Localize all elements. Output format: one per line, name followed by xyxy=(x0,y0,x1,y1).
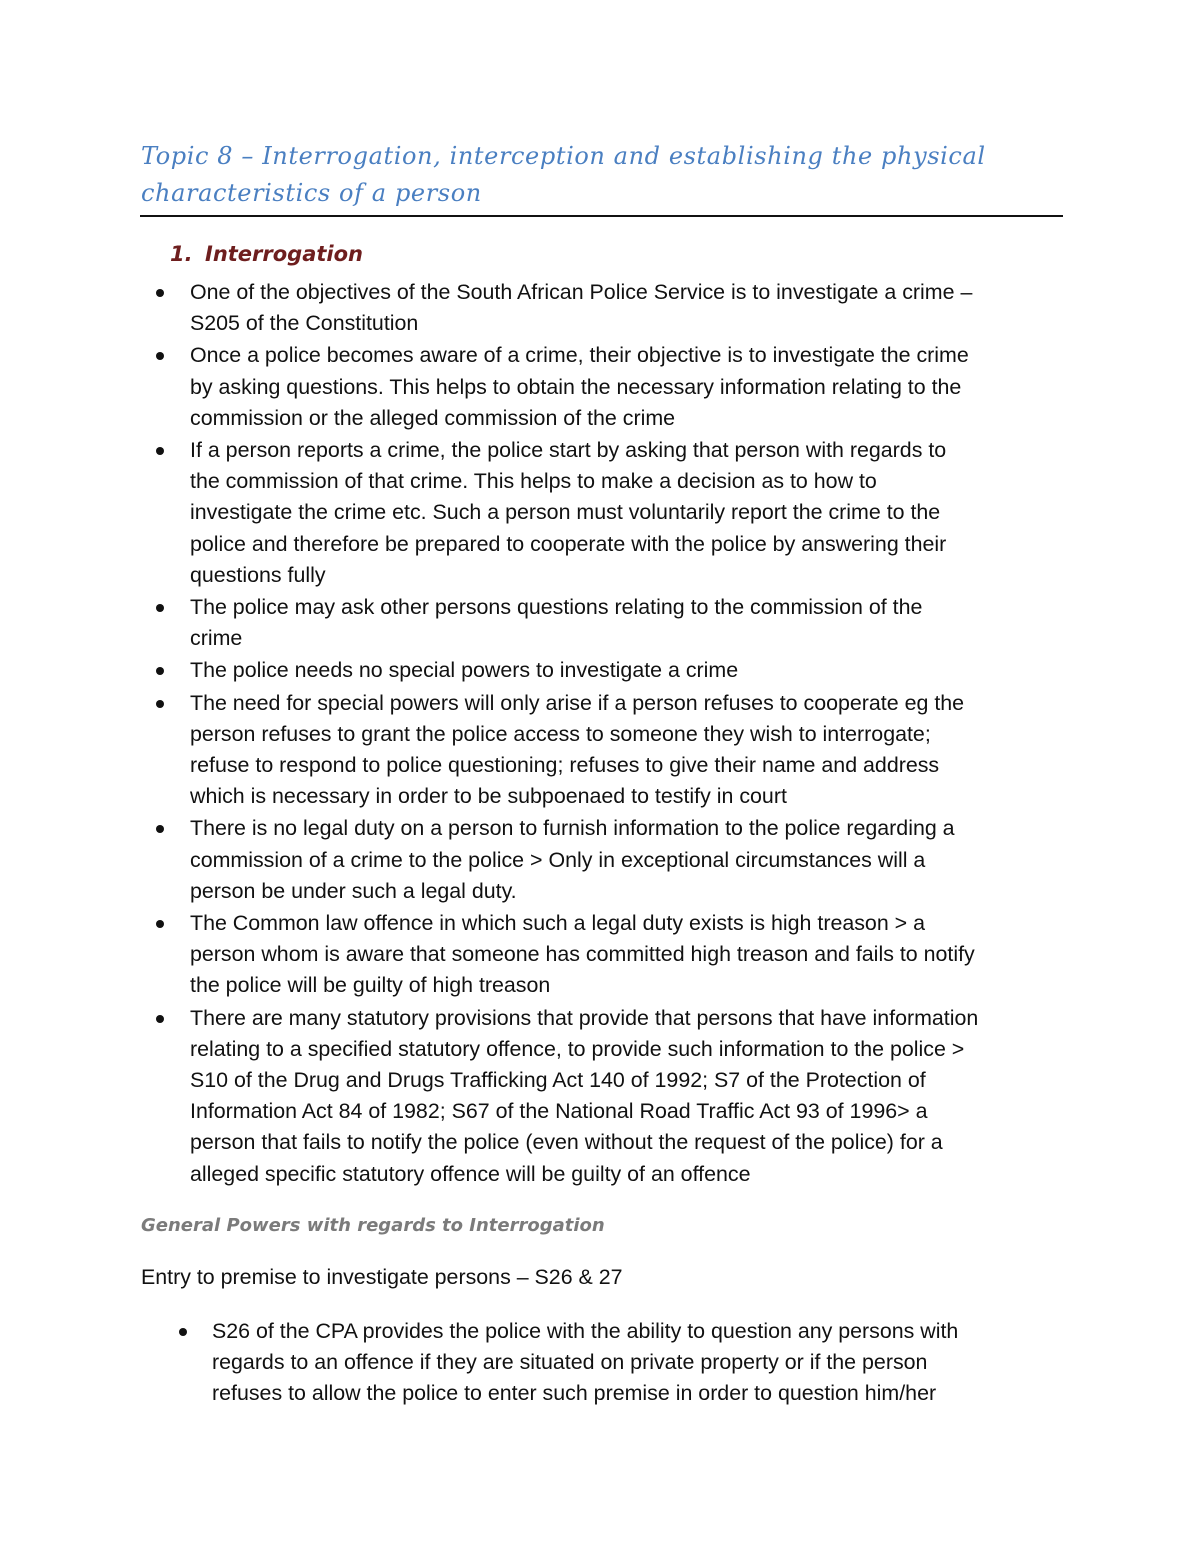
bullet-icon xyxy=(156,825,164,833)
bullet-text-line: S10 of the Drug and Drugs Trafficking Act 140 of 1992; S7 of the Protection of xyxy=(190,1068,926,1093)
bullet-item xyxy=(0,655,978,686)
bullet-item xyxy=(0,908,978,1002)
bullet-text-line: crime xyxy=(190,626,243,651)
bullet-text-line: refuse to respond to police questioning; refuses to give their name and address xyxy=(190,753,940,778)
bullet-text-line: person be under such a legal duty. xyxy=(190,878,517,903)
bullet-text-line: person whom is aware that someone has committed high treason and fails to notify xyxy=(190,942,975,967)
bullet-icon xyxy=(156,667,164,675)
bullet-text-line: There is no legal duty on a person to furnish information to the police regarding a xyxy=(190,816,955,841)
bullet-text-line: by asking questions. This helps to obtain the necessary information relating to the xyxy=(190,374,962,399)
bullet-item xyxy=(0,592,978,654)
entry-bullet-list xyxy=(0,1316,958,1411)
bullet-item xyxy=(0,813,978,907)
bullet-text-line: The police needs no special powers to investigate a crime xyxy=(190,658,739,683)
section-heading-interrogation xyxy=(170,242,363,266)
bullet-text-line: alleged specific statutory offence will be guilty of an offence xyxy=(190,1161,751,1186)
bullet-text-line: S26 of the CPA provides the police with the ability to question any persons with xyxy=(212,1319,959,1343)
bullet-icon xyxy=(156,700,164,708)
title-line: characteristics of a person xyxy=(141,179,482,207)
bullet-item xyxy=(0,277,978,339)
bullet-text-line: The police may ask other persons questions relating to the commission of the xyxy=(190,595,923,620)
document-title xyxy=(141,138,986,212)
bullet-item xyxy=(0,1003,978,1190)
bullet-text-line: commission of a crime to the police > Only in exceptional circumstances will a xyxy=(190,847,926,872)
bullet-text-line: police and therefore be prepared to cooperate with the police by answering their xyxy=(190,531,947,556)
bullet-item xyxy=(0,1316,958,1410)
bullet-text-line: There are many statutory provisions that provide that persons that have information xyxy=(190,1005,979,1030)
bullet-text-line: regards to an offence if they are situated on private property or if the person xyxy=(212,1350,928,1375)
subheading-general-powers: General Powers with regards to Interrogation xyxy=(141,1215,605,1236)
bullet-text-line: investigate the crime etc. Such a person must voluntarily report the crime to the xyxy=(190,500,941,525)
bullet-icon xyxy=(156,920,164,928)
title-line: Topic 8 – Interrogation, interception and establishing the physical xyxy=(141,142,986,170)
bullet-text-line: which is necessary in order to be subpoenaed to testify in court xyxy=(190,784,787,809)
bullet-item xyxy=(0,435,978,591)
interrogation-bullet-list xyxy=(0,277,978,1191)
bullet-text-line: Once a police becomes aware of a crime, their objective is to investigate the crime xyxy=(190,343,969,368)
bullet-icon xyxy=(156,447,164,455)
bullet-text-line: commission or the alleged commission of the crime xyxy=(190,405,676,430)
bullet-item xyxy=(0,688,978,813)
bullet-text-line: person refuses to grant the police access to someone they wish to interrogate; xyxy=(190,721,931,746)
bullet-text-line: The need for special powers will only arise if a person refuses to cooperate eg the xyxy=(190,690,965,715)
bullet-text-line: If a person reports a crime, the police start by asking that person with regards to xyxy=(190,438,947,463)
bullet-text-line: the police will be guilty of high treason xyxy=(190,973,551,998)
paragraph-entry-to-premise: Entry to premise to investigate persons – S26 & 27 xyxy=(141,1265,623,1289)
bullet-text-line: the commission of that crime. This helps to make a decision as to how to xyxy=(190,469,877,494)
bullet-text-line: One of the objectives of the South African Police Service is to investigate a crime – xyxy=(190,280,973,304)
bullet-text-line: S205 of the Constitution xyxy=(190,311,419,336)
bullet-icon xyxy=(156,352,164,360)
bullet-icon xyxy=(179,1328,187,1336)
section-heading-text: Interrogation xyxy=(205,242,364,266)
section-number: 1. xyxy=(170,242,193,266)
bullet-text-line: refuses to allow the police to enter such premise in order to question him/her xyxy=(212,1381,937,1406)
bullet-item xyxy=(0,340,978,434)
bullet-icon xyxy=(156,1015,164,1023)
title-divider xyxy=(140,215,1063,217)
bullet-icon xyxy=(156,289,164,297)
bullet-text-line: person that fails to notify the police (even without the request of the police) for a xyxy=(190,1130,943,1155)
bullet-text-line: The Common law offence in which such a legal duty exists is high treason > a xyxy=(190,911,926,936)
bullet-icon xyxy=(156,604,164,612)
bullet-text-line: relating to a specified statutory offence, to provide such information to the police > xyxy=(190,1036,965,1061)
bullet-text-line: questions fully xyxy=(190,562,326,587)
bullet-text-line: Information Act 84 of 1982; S67 of the National Road Traffic Act 93 of 1996> a xyxy=(190,1099,928,1124)
